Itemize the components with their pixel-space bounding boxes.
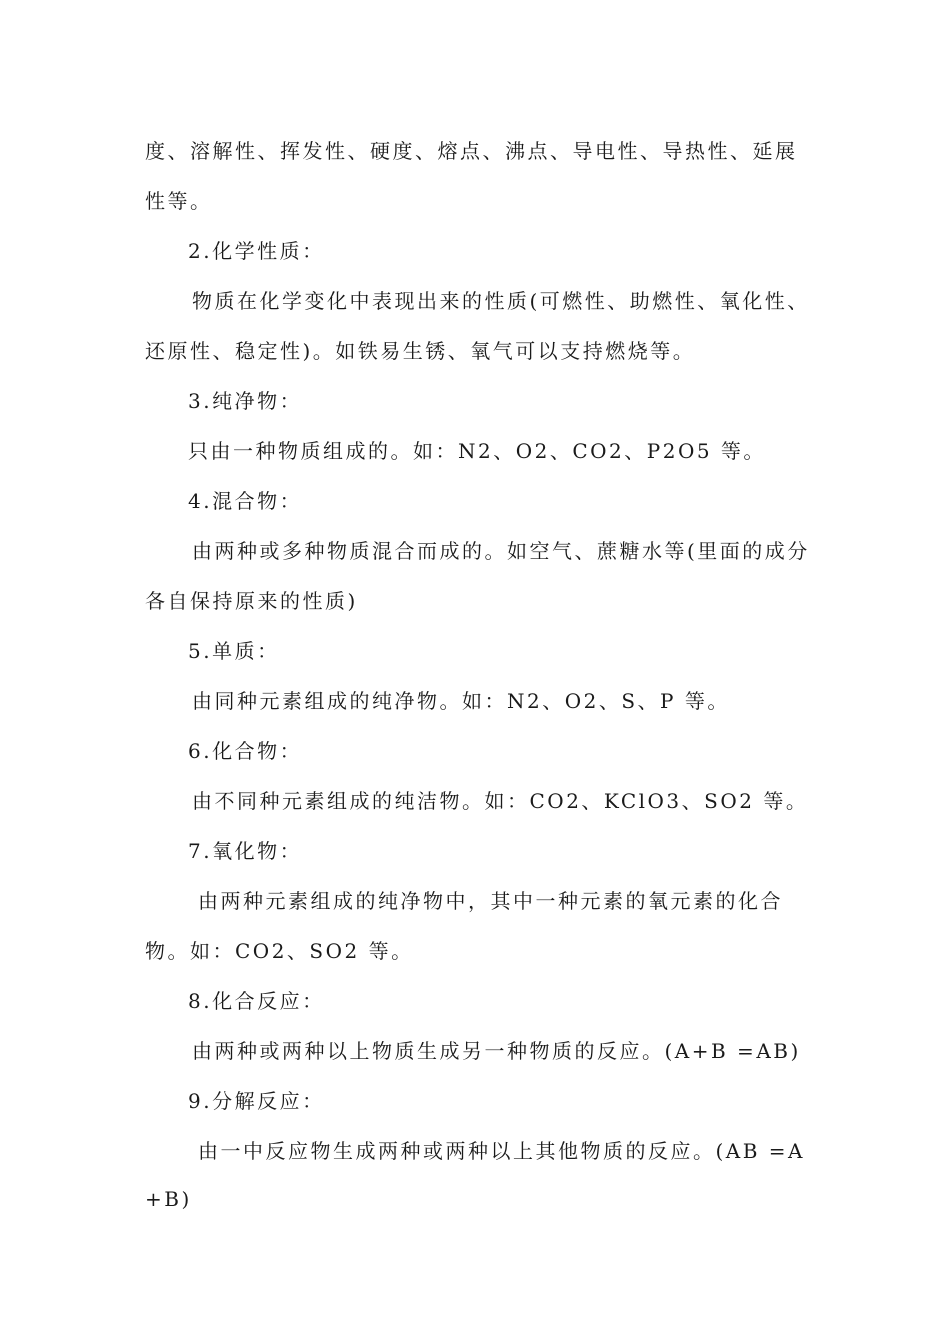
paragraph-line: 由两种或两种以上物质生成另一种物质的反应。(A+B =AB) xyxy=(192,1039,801,1063)
paragraph-line: 度、溶解性、挥发性、硬度、熔点、沸点、导电性、导热性、延展 xyxy=(145,139,798,163)
section-heading: 9.分解反应： xyxy=(188,1089,325,1113)
paragraph-line: 物质在化学变化中表现出来的性质(可燃性、助燃性、氧化性、 xyxy=(192,289,810,313)
paragraph-line: 由两种元素组成的纯净物中，其中一种元素的氧元素的化合 xyxy=(198,889,783,913)
paragraph-line: +B) xyxy=(145,1187,192,1211)
section-heading: 7.氧化物： xyxy=(188,839,303,863)
paragraph-line: 性等。 xyxy=(145,189,213,213)
section-heading: 6.化合物： xyxy=(188,739,303,763)
paragraph-line: 由两种或多种物质混合而成的。如空气、蔗糖水等(里面的成分 xyxy=(192,539,810,563)
paragraph-line: 各自保持原来的性质) xyxy=(145,589,358,613)
section-heading: 8.化合反应： xyxy=(188,989,325,1013)
paragraph-line: 由不同种元素组成的纯洁物。如：CO2、KClO3、SO2 等。 xyxy=(192,789,809,813)
section-heading: 4.混合物： xyxy=(188,489,303,513)
paragraph-line: 由同种元素组成的纯净物。如：N2、O2、S、P 等。 xyxy=(192,689,730,713)
paragraph-line: 只由一种物质组成的。如：N2、O2、CO2、P2O5 等。 xyxy=(188,439,766,463)
paragraph-line: 物。如：CO2、SO2 等。 xyxy=(145,939,414,963)
section-heading: 3.纯净物： xyxy=(188,389,303,413)
paragraph-line: 还原性、稳定性)。如铁易生锈、氧气可以支持燃烧等。 xyxy=(145,339,696,363)
section-heading: 5.单质： xyxy=(188,639,280,663)
paragraph-line: 由一中反应物生成两种或两种以上其他物质的反应。(AB =A xyxy=(198,1139,806,1163)
section-heading: 2.化学性质： xyxy=(188,239,325,263)
